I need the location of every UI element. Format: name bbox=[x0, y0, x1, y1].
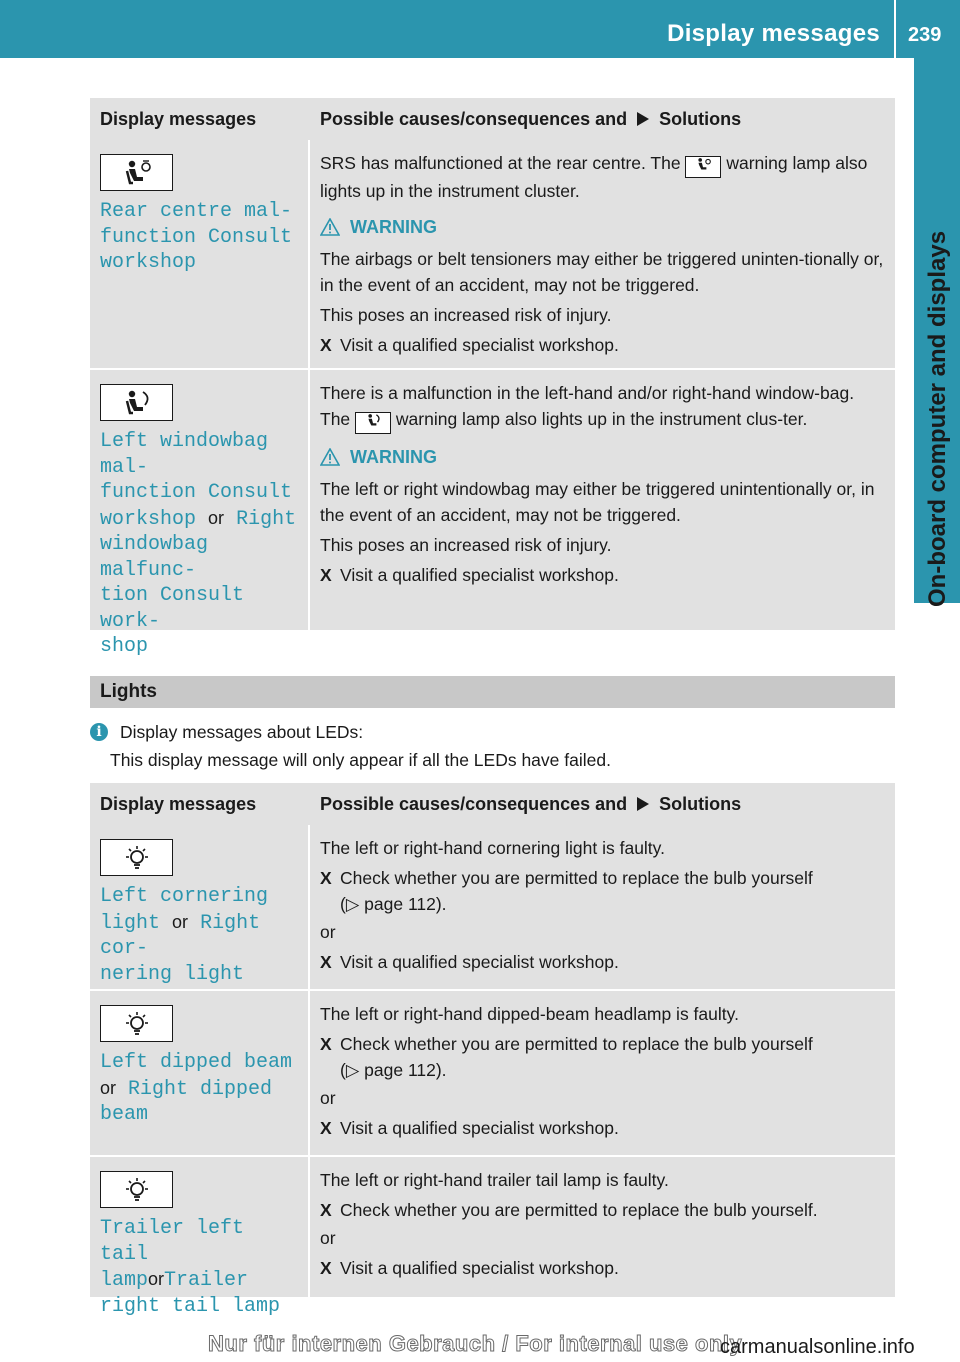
airbag-warning-icon bbox=[685, 156, 721, 178]
lights-messages-table bbox=[90, 783, 895, 1318]
cause-text: There is a malfunction in the left-hand and/or right-hand window-bag. The warning lamp also lights up in the instrument clus-ter. bbox=[320, 380, 887, 434]
message-cell bbox=[90, 825, 310, 989]
table-row bbox=[90, 140, 895, 370]
warning-text: The left or right windowbag may either be triggered unintentionally or, in the event of an accident, may not be triggered. bbox=[320, 479, 875, 525]
warning-heading: WARNING bbox=[320, 214, 887, 240]
message-cell bbox=[90, 991, 310, 1155]
airbag-warning-icon bbox=[355, 412, 391, 434]
table-row bbox=[90, 1157, 895, 1318]
page-reference: (▷ page 112). bbox=[340, 894, 447, 914]
table-row bbox=[90, 825, 895, 991]
cause-text: The left or right-hand dipped-beam headlamp is faulty. bbox=[320, 1004, 739, 1024]
action-item: X Visit a qualified specialist workshop. bbox=[320, 565, 619, 585]
warning-heading: WARNING bbox=[320, 444, 887, 470]
play-arrow-icon bbox=[636, 111, 650, 127]
solution-cell bbox=[310, 370, 895, 630]
side-tab-label: On-board computer and displays bbox=[924, 230, 951, 607]
display-message-text: Left windowbag mal- function Consult workshop or Right windowbag malfunc- tion Consult work- shop bbox=[100, 430, 297, 658]
display-message-text: Rear centre mal- function Consult workshop bbox=[100, 200, 293, 274]
header-divider bbox=[894, 0, 896, 58]
header-col-messages: Display messages bbox=[100, 108, 257, 129]
page-header bbox=[0, 0, 960, 58]
bulb-fault-icon bbox=[100, 839, 173, 876]
message-cell bbox=[90, 1157, 310, 1318]
table-header bbox=[90, 783, 895, 825]
action-item: X Check whether you are permitted to replace the bulb yourself (▷ page 112). bbox=[320, 1034, 813, 1080]
page-reference: (▷ page 112). bbox=[340, 1060, 447, 1080]
display-message-text: Trailer left tail lamporTrailer right tail lamp bbox=[100, 1217, 281, 1318]
action-item: X Check whether you are permitted to replace the bulb yourself (▷ page 112). bbox=[320, 868, 813, 914]
page-number: 239 bbox=[908, 24, 942, 46]
message-cell bbox=[90, 140, 310, 368]
table-row bbox=[90, 370, 895, 658]
action-item: X Check whether you are permitted to replace the bulb yourself. bbox=[320, 1200, 818, 1220]
airbag-warning-icon bbox=[100, 384, 173, 421]
play-arrow-icon bbox=[636, 796, 650, 812]
or-text: or bbox=[320, 922, 336, 942]
side-tab bbox=[914, 58, 960, 607]
solution-cell bbox=[310, 991, 895, 1155]
watermark-site: carmanualsonline.info bbox=[720, 1336, 915, 1358]
cause-text: The left or right-hand trailer tail lamp is faulty. bbox=[320, 1170, 669, 1190]
info-note: i Display messages about LEDs: This display message will only appear if all the LEDs have failed. bbox=[90, 718, 895, 774]
action-item: X Visit a qualified specialist workshop. bbox=[320, 1118, 619, 1138]
action-item: X Visit a qualified specialist workshop. bbox=[320, 1258, 619, 1278]
action-item: X Visit a qualified specialist workshop. bbox=[320, 335, 619, 355]
or-text: or bbox=[320, 1088, 336, 1108]
cause-text: SRS has malfunctioned at the rear centre. The warning lamp also lights up in the instrument cluster. bbox=[320, 153, 868, 201]
cause-text: The left or right-hand cornering light is faulty. bbox=[320, 838, 665, 858]
risk-text: This poses an increased risk of injury. bbox=[320, 535, 612, 555]
risk-text: This poses an increased risk of injury. bbox=[320, 305, 612, 325]
display-message-text: Left dipped beam or Right dipped beam bbox=[100, 1051, 293, 1126]
or-text: or bbox=[320, 1228, 336, 1248]
warning-text: The airbags or belt tensioners may either be triggered uninten-tionally or, in the event of an accident, may not be triggered. bbox=[320, 249, 884, 295]
airbag-messages-table bbox=[90, 98, 895, 658]
warning-triangle-icon bbox=[320, 218, 340, 236]
watermark-text: Nur für internen Gebrauch / For internal use only bbox=[208, 1331, 743, 1356]
airbag-warning-icon bbox=[100, 154, 173, 191]
display-message-text: Left cornering light or Right cor- nering light bbox=[100, 885, 269, 986]
table-row bbox=[90, 991, 895, 1157]
action-item: X Visit a qualified specialist workshop. bbox=[320, 952, 619, 972]
header-title: Display messages bbox=[667, 20, 880, 47]
message-cell bbox=[90, 370, 310, 658]
header-col-causes: Possible causes/consequences and Solutions bbox=[320, 108, 742, 129]
header-col-messages: Display messages bbox=[100, 793, 257, 814]
section-heading-lights: Lights bbox=[90, 676, 895, 708]
warning-triangle-icon bbox=[320, 448, 340, 466]
info-icon: i bbox=[90, 723, 108, 741]
solution-cell bbox=[310, 825, 895, 989]
header-col-causes: Possible causes/consequences and Solutions bbox=[320, 793, 742, 814]
solution-cell bbox=[310, 1157, 895, 1297]
solution-cell bbox=[310, 140, 895, 368]
bulb-fault-icon bbox=[100, 1005, 173, 1042]
table-header bbox=[90, 98, 895, 140]
bulb-fault-icon bbox=[100, 1171, 173, 1208]
